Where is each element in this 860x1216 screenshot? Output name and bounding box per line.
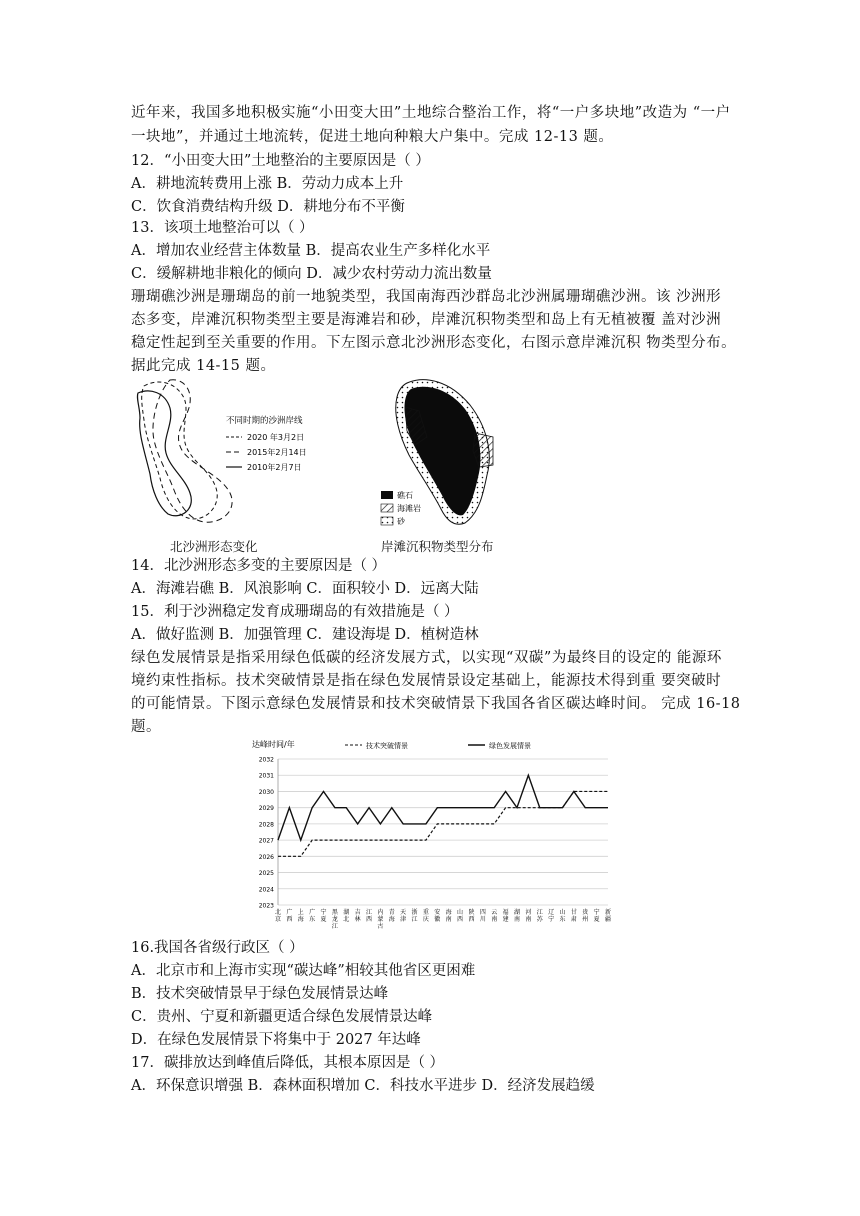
svg-text:林: 林 — [354, 916, 361, 923]
question-16-stem: 16.我国各省级行政区（ ） — [131, 940, 304, 956]
svg-text:京: 京 — [274, 916, 282, 923]
svg-text:海: 海 — [445, 909, 452, 916]
svg-text:江: 江 — [411, 916, 418, 923]
question-13-options-cd: C．缓解耕地非粮化的倾向 D．减少农村劳动力流出数量 — [131, 266, 492, 282]
svg-text:南: 南 — [491, 916, 498, 923]
svg-text:广: 广 — [286, 909, 293, 916]
legend-label-2020: 2020 年3月2日 — [247, 433, 305, 442]
svg-text:吉: 吉 — [354, 909, 361, 916]
x-tick-label — [468, 908, 474, 923]
svg-text:庆: 庆 — [422, 916, 429, 923]
shoreline-2010 — [137, 391, 191, 516]
svg-text:北: 北 — [274, 909, 282, 916]
x-tick-label — [537, 908, 544, 923]
svg-text:江: 江 — [366, 909, 373, 916]
svg-text:津: 津 — [400, 916, 407, 923]
passage2-line3: 稳定性起到至关重要的作用。下左图示意北沙洲形态变化，右图示意岸滩沉积 物类型分布。 — [131, 335, 737, 351]
x-tick-label — [582, 908, 589, 923]
legend-label-tech: 技术突破情景 — [366, 742, 408, 750]
svg-text:北: 北 — [343, 916, 350, 923]
y-tick-label: 2025 — [258, 870, 274, 878]
legend-label-2015: 2015年2月14日 — [247, 448, 307, 457]
passage2-line2: 态多变，岸滩沉积物类型主要是海滩岩和砂，岸滩沉积物类型和岛上有无植被覆 盖对沙洲 — [131, 312, 722, 328]
svg-text:南: 南 — [525, 916, 532, 923]
y-tick-label: 2030 — [258, 788, 274, 796]
passage3-line2: 境约束性指标。技术突破情景是指在绿色发展情景设定基础上，能源技术得到重 要突破时 — [131, 673, 722, 689]
figure-left-caption: 北沙洲形态变化 — [170, 539, 258, 554]
legend-label-reef: 礁石 — [397, 491, 413, 500]
question-14-stem: 14．北沙洲形态多变的主要原因是（ ） — [131, 558, 387, 574]
passage3-line1: 绿色发展情景是指采用绿色低碳的经济发展方式，以实现“双碳”为最终目的设定的 能源环 — [131, 650, 722, 666]
question-12-stem: 12．“小田变大田”土地整治的主要原因是（ ） — [131, 153, 430, 169]
svg-text:州: 州 — [582, 916, 589, 923]
svg-text:山: 山 — [559, 909, 566, 916]
y-tick-label: 2031 — [258, 772, 274, 780]
svg-text:内: 内 — [377, 909, 384, 916]
y-tick-label: 2027 — [258, 837, 274, 845]
question-16-option-a: A．北京市和上海市实现“碳达峰”相较其他省区更困难 — [131, 963, 476, 979]
y-tick-label: 2029 — [258, 805, 274, 813]
svg-text:上: 上 — [297, 909, 304, 916]
x-tick-label — [377, 908, 383, 930]
svg-text:苏: 苏 — [536, 916, 543, 923]
x-tick-label — [559, 908, 565, 923]
x-tick-label — [366, 908, 372, 923]
svg-text:青: 青 — [388, 909, 395, 916]
svg-text:川: 川 — [479, 916, 486, 923]
svg-text:海: 海 — [388, 916, 395, 923]
x-tick-label — [480, 909, 486, 923]
svg-text:新: 新 — [604, 909, 612, 916]
shoreline-2015 — [142, 382, 218, 519]
passage3-line4: 题。 — [131, 719, 161, 735]
y-tick-label: 2026 — [258, 853, 274, 861]
svg-text:山: 山 — [457, 909, 464, 916]
x-tick-label — [525, 908, 531, 923]
passage3-line3: 的可能情景。下图示意绿色发展情景和技术突破情景下我国各省区碳达峰时间。 完成 16-18 — [131, 696, 741, 712]
svg-text:广: 广 — [309, 909, 316, 916]
legend-label-green: 绿色发展情景 — [489, 742, 531, 750]
question-15-options: A．做好监测 B．加强管理 C．建设海堤 D．植树造林 — [131, 627, 479, 643]
question-13-stem: 13．该项土地整治可以（ ） — [131, 220, 314, 236]
svg-text:浙: 浙 — [411, 909, 418, 916]
svg-text:四: 四 — [479, 909, 486, 916]
svg-text:陕: 陕 — [468, 909, 475, 916]
figure-shoreline-change — [130, 378, 345, 528]
x-tick-label — [423, 908, 429, 923]
legend-label-sand: 砂 — [397, 517, 405, 526]
question-16-option-d: D．在绿色发展情景下将集中于 2027 年达峰 — [131, 1032, 421, 1048]
svg-text:龙: 龙 — [331, 916, 338, 923]
x-tick-label — [605, 908, 611, 923]
svg-text:东: 东 — [559, 916, 566, 923]
question-16-option-b: B．技术突破情景早于绿色发展情景达峰 — [131, 986, 389, 1002]
passage2-line4: 据此完成 14-15 题。 — [131, 358, 276, 374]
x-tick-label — [286, 908, 292, 923]
svg-text:西: 西 — [468, 916, 475, 923]
svg-text:东: 东 — [309, 916, 316, 923]
x-tick-label — [503, 908, 509, 923]
svg-text:河: 河 — [525, 909, 532, 916]
x-tick-label — [434, 908, 440, 923]
question-16-option-c: C．贵州、宁夏和新疆更适合绿色发展情景达峰 — [131, 1009, 433, 1025]
svg-text:徽: 徽 — [434, 916, 441, 923]
figure-sediment-distribution — [375, 375, 505, 530]
y-tick-label: 2028 — [258, 821, 274, 829]
question-13-options-ab: A．增加农业经营主体数量 B．提高农业生产多样化水平 — [131, 243, 491, 259]
svg-text:西: 西 — [286, 916, 293, 923]
question-17-stem: 17．碳排放达到峰值后降低，其根本原因是（ ） — [131, 1055, 445, 1071]
svg-text:湖: 湖 — [513, 909, 520, 916]
passage1-line2: 一块地”，并通过土地流转，促进土地向种粮大户集中。完成 12-13 题。 — [131, 129, 614, 145]
x-tick-label — [343, 908, 349, 923]
x-tick-label — [321, 908, 327, 923]
svg-text:宁: 宁 — [593, 909, 600, 916]
x-tick-label — [298, 908, 304, 923]
svg-text:夏: 夏 — [593, 916, 600, 923]
svg-text:南: 南 — [513, 916, 520, 923]
question-15-stem: 15．利于沙洲稳定发育成珊瑚岛的有效措施是（ ） — [131, 604, 459, 620]
svg-text:南: 南 — [445, 916, 452, 923]
x-tick-label — [514, 908, 520, 923]
x-tick-label — [400, 909, 406, 923]
svg-text:建: 建 — [502, 916, 509, 923]
svg-text:西: 西 — [366, 916, 373, 923]
x-tick-label — [457, 908, 463, 923]
x-tick-label — [309, 908, 315, 923]
passage1-line1: 近年来，我国多地积极实施“小田变大田”土地综合整治工作，将“一户多块地”改造为 “一户 — [131, 105, 731, 121]
svg-text:辽: 辽 — [548, 909, 555, 916]
legend-label-beachrock: 海滩岩 — [397, 504, 421, 513]
x-tick-label — [389, 908, 395, 923]
x-tick-label — [355, 908, 361, 923]
svg-text:重: 重 — [422, 909, 429, 916]
x-tick-label — [332, 908, 339, 930]
legend-swatch-sand — [381, 517, 393, 525]
x-tick-label — [571, 908, 577, 923]
carbon-peak-chart — [250, 737, 620, 932]
svg-text:宁: 宁 — [548, 916, 555, 923]
svg-text:江: 江 — [331, 923, 338, 930]
svg-text:古: 古 — [377, 923, 384, 930]
legend-swatch-reef — [381, 491, 393, 499]
x-tick-label — [594, 908, 600, 923]
x-tick-label — [491, 909, 497, 923]
x-tick-label — [275, 908, 281, 923]
question-17-options: A．环保意识增强 B．森林面积增加 C．科技水平进步 D．经济发展趋缓 — [131, 1078, 595, 1094]
figure-right-caption: 岸滩沉积物类型分布 — [381, 539, 494, 554]
svg-text:海: 海 — [297, 916, 304, 923]
passage2-line1: 珊瑚礁沙洲是珊瑚岛的前一地貌类型，我国南海西沙群岛北沙洲属珊瑚礁沙洲。该 沙洲形 — [131, 289, 722, 305]
svg-text:夏: 夏 — [320, 916, 327, 923]
x-tick-label — [412, 908, 418, 923]
y-tick-label: 2032 — [258, 756, 274, 764]
svg-text:蒙: 蒙 — [377, 916, 384, 923]
x-tick-label — [548, 908, 554, 923]
question-14-options: A．海滩岩礁 B．风浪影响 C．面积较小 D．远离大陆 — [131, 581, 479, 597]
svg-text:福: 福 — [502, 909, 509, 916]
svg-text:江: 江 — [536, 909, 543, 916]
legend-title: 不同时期的沙洲岸线 — [226, 416, 303, 426]
y-tick-label: 2024 — [258, 886, 274, 894]
svg-text:湖: 湖 — [343, 909, 350, 916]
shoreline-2020 — [153, 380, 232, 522]
y-tick-label: 2023 — [258, 902, 274, 910]
svg-text:安: 安 — [434, 909, 441, 916]
svg-text:黑: 黑 — [331, 909, 338, 916]
svg-text:贵: 贵 — [582, 909, 589, 916]
question-12-options-cd: C．饮食消费结构升级 D．耕地分布不平衡 — [131, 199, 405, 215]
legend-swatch-beachrock — [381, 504, 393, 512]
question-12-options-ab: A．耕地流转费用上涨 B．劳动力成本上升 — [131, 176, 404, 192]
svg-text:云: 云 — [491, 909, 498, 916]
svg-text:肃: 肃 — [570, 916, 577, 923]
svg-text:天: 天 — [400, 909, 407, 916]
legend-label-2010: 2010年2月7日 — [247, 463, 302, 472]
svg-text:西: 西 — [457, 916, 464, 923]
x-tick-label — [446, 908, 452, 923]
svg-text:甘: 甘 — [570, 909, 577, 916]
chart-ylabel: 达峰时间/年 — [252, 740, 295, 749]
svg-text:宁: 宁 — [320, 909, 327, 916]
svg-text:疆: 疆 — [604, 916, 612, 923]
